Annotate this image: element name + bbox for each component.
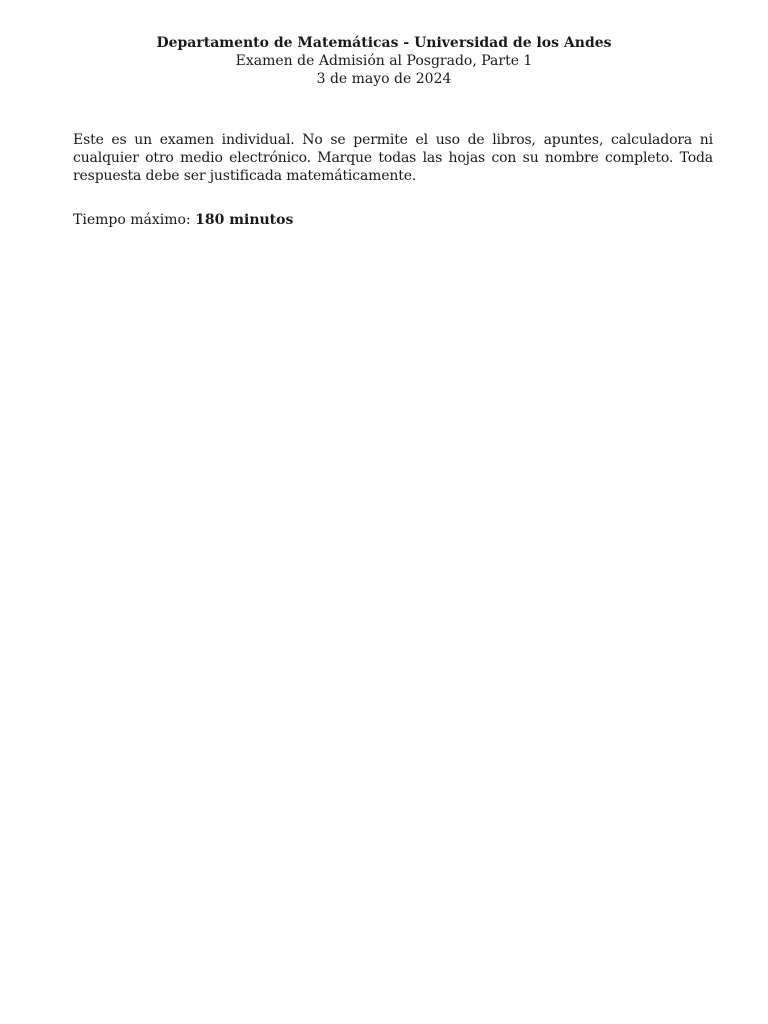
exam-subtitle: Examen de Admisión al Posgrado, Parte 1 [235, 53, 533, 69]
exam-date: 3 de mayo de 2024 [316, 71, 452, 87]
time-limit [73, 211, 293, 229]
department-title: Departamento de Matemáticas - Universidad de los Andes [156, 35, 612, 51]
time-limit-label: Tiempo máximo: [73, 212, 191, 228]
document-header [0, 34, 768, 88]
exam-instructions: Este es un examen individual. No se permite el uso de libros, apuntes, calculadora ni cualquier otro medio electrónico. Marque todas las hojas con su nombre completo. Toda respuesta debe ser justificada matemáticamente. [73, 132, 713, 184]
time-limit-value: 180 minutos [195, 212, 294, 228]
